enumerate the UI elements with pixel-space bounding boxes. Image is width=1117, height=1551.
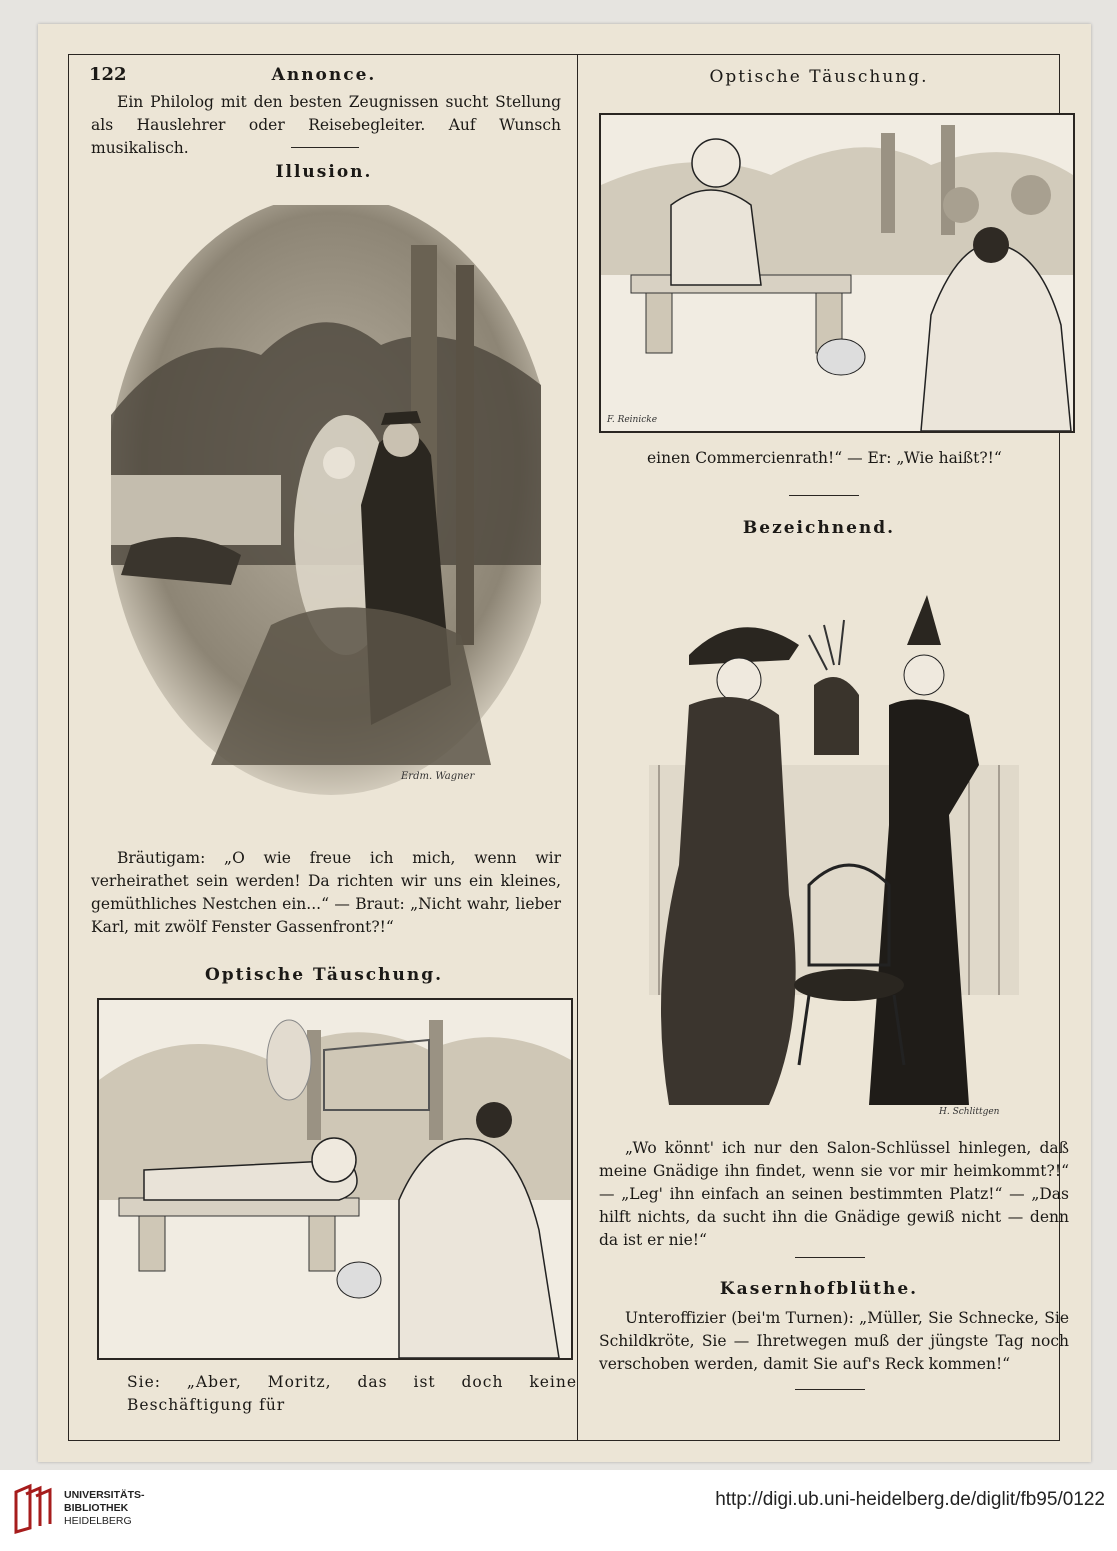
permalink-url[interactable]: http://digi.ub.uni-heidelberg.de/diglit/fb95/0122 <box>715 1489 1105 1510</box>
bezeichnend-heading: Bezeichnend. <box>742 518 896 538</box>
library-logo-icon <box>12 1482 56 1534</box>
divider-rule <box>789 495 859 496</box>
optic-heading-left: Optische Täuschung. <box>204 965 444 985</box>
institution-line-1: UNIVERSITÄTS- <box>64 1489 145 1501</box>
optic-caption-left: Sie: „Aber, Moritz, das ist doch keine Beschäftigung für <box>127 1373 577 1414</box>
annonce-heading: Annonce. <box>271 65 377 85</box>
illusion-signature: Erdm. Wagner <box>401 771 475 782</box>
kasernhof-text: Unteroffizier (bei'm Turnen): „Müller, Sie Schnecke, Sie Schildkröte, Sie — Ihretwegen muß der jüngste Tag noch verschoben werden, damit Sie auf's Reck kommen!“ <box>599 1309 1069 1373</box>
illusion-illustration <box>111 205 541 801</box>
kasernhof-heading: Kasernhofblüthe. <box>719 1279 919 1299</box>
institution-line-3: HEIDELBERG <box>64 1515 132 1527</box>
institution-name <box>64 1489 145 1528</box>
bezeichnend-illustration <box>649 565 1019 1125</box>
divider-rule <box>795 1389 865 1390</box>
illusion-heading: Illusion. <box>275 162 373 182</box>
institution-line-2: BIBLIOTHEK <box>64 1502 129 1514</box>
optic-illustration-left <box>97 998 573 1360</box>
annonce-text: Ein Philolog mit den besten Zeugnissen sucht Stellung als Hauslehrer oder Reisebegleiter. Auf Wunsch musikalisch. <box>91 93 561 157</box>
optic-illustration-right <box>599 113 1075 433</box>
divider-rule <box>795 1257 865 1258</box>
optic-signature-right: F. Reinicke <box>607 415 658 425</box>
page-number: 122 <box>89 64 127 85</box>
viewer-footer <box>0 1470 1117 1551</box>
optic-heading-right: Optische Täuschung. <box>709 67 929 87</box>
bezeichnend-caption: „Wo könnt' ich nur den Salon-Schlüssel hinlegen, daß meine Gnädige ihn findet, wenn sie vor mir heimkommt?!“ — „Leg' ihn einfach an seinen bestimmten Platz!“ — „Das hilft nichts, da sucht ihn die Gnädige gewiß nicht — denn da ist er nie!“ <box>599 1139 1069 1249</box>
scanned-page <box>38 24 1091 1462</box>
divider-rule <box>291 147 359 148</box>
column-divider <box>577 55 578 1440</box>
bezeichnend-signature: H. Schlittgen <box>939 1107 1000 1117</box>
page-frame <box>68 54 1069 1441</box>
illusion-caption: Bräutigam: „O wie freue ich mich, wenn wir verheirathet sein werden! Da richten wir uns ein kleines, gemüthliches Nestchen ein...“ — Braut: „Nicht wahr, lieber Karl, mit zwölf Fenster Gassenfront?!“ <box>91 849 561 936</box>
optic-caption-right: einen Commercienrath!“ — Er: „Wie haißt?!“ <box>647 449 1002 467</box>
